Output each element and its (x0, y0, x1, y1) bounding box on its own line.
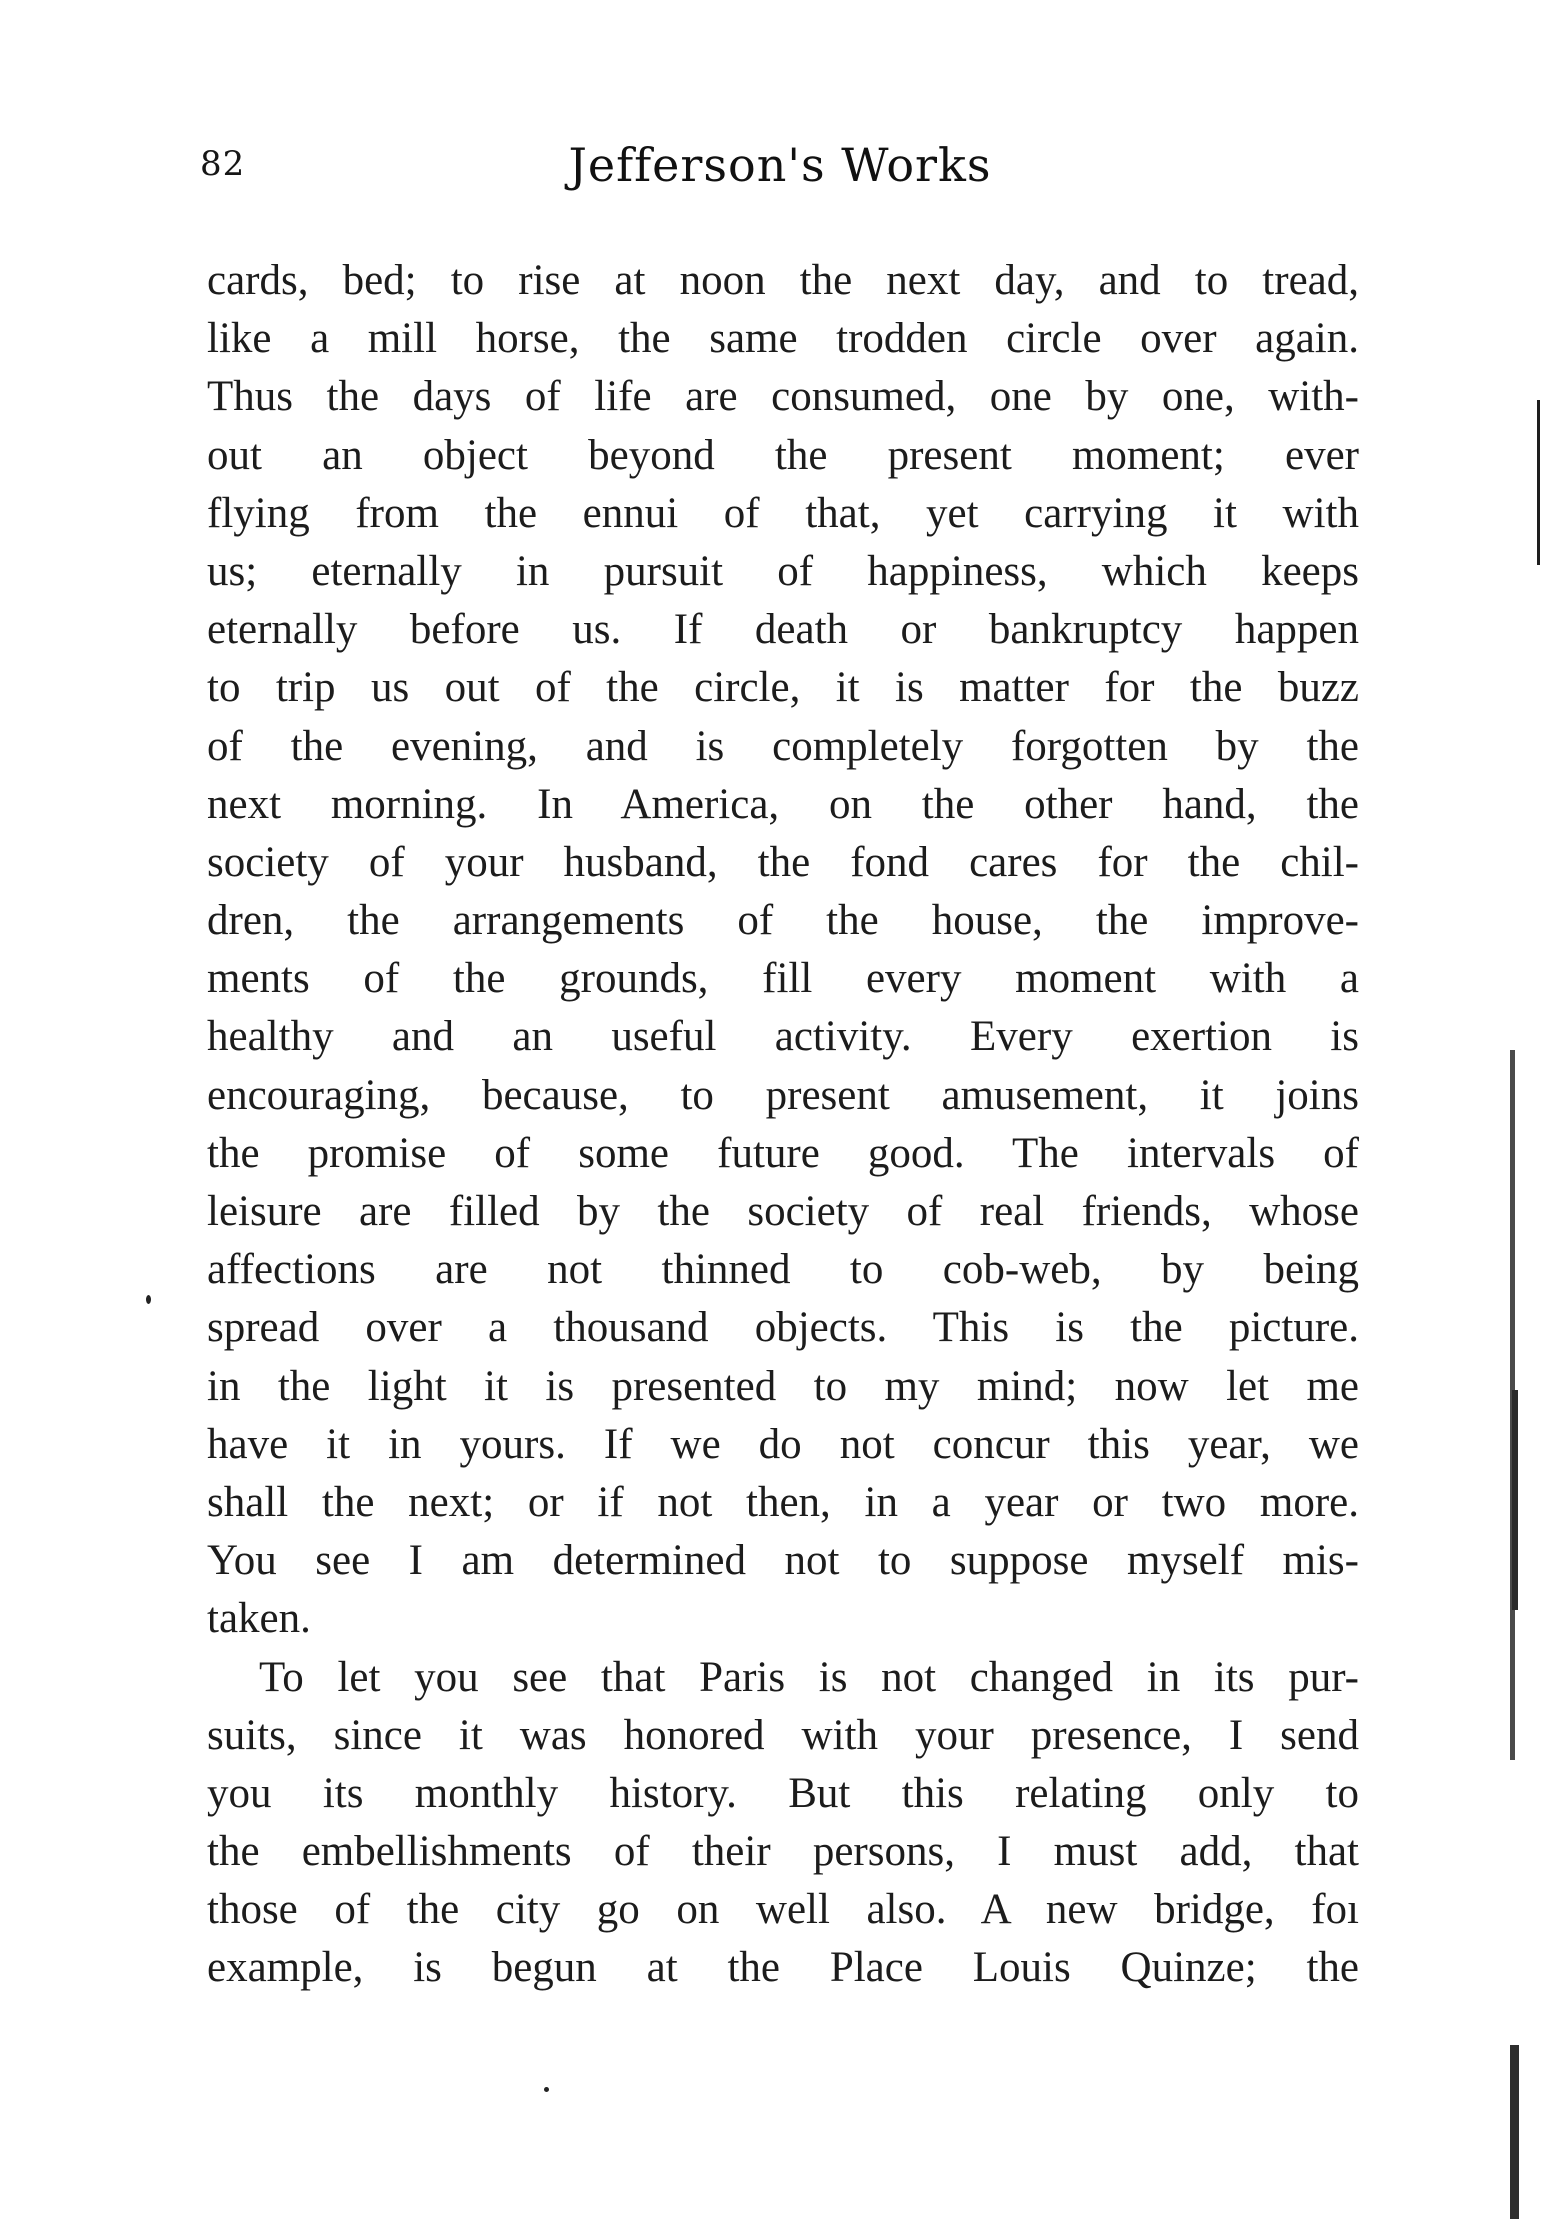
scan-speck (544, 2087, 549, 2092)
page-header (200, 138, 1360, 208)
text-line: the embellishments of their persons, I must add, that (207, 1828, 1359, 1876)
text-line: those of the city go on well also. A new bridge, foı (207, 1886, 1359, 1934)
text-line: like a mill horse, the same trodden circle over again. (207, 315, 1359, 363)
scan-edge-mark (1512, 1390, 1518, 1610)
scan-speck (146, 1295, 151, 1304)
text-line: you its monthly history. But this relating only to (207, 1769, 1359, 1817)
text-line: leisure are filled by the society of real friends, whose (207, 1188, 1359, 1235)
text-line: the promise of some future good. The intervals of (207, 1129, 1359, 1177)
scan-edge-mark (1537, 400, 1540, 565)
text-line: example, is begun at the Place Louis Quinze; the (207, 1944, 1359, 1992)
text-line: in the light it is presented to my mind; now let me (207, 1362, 1359, 1410)
text-line: Thus the days of life are consumed, one by one, with- (207, 373, 1359, 421)
text-line: healthy and an useful activity. Every exertion is (207, 1013, 1359, 1061)
text-line: flying from the ennui of that, yet carrying it with (207, 489, 1359, 537)
text-line: suits, since it was honored with your presence, I send (207, 1711, 1359, 1759)
text-line: affections are not thinned to cob-web, by being (207, 1246, 1359, 1294)
running-title: Jefferson's Works (568, 138, 992, 192)
body-text (207, 252, 1359, 1998)
scan-edge-mark (1510, 2045, 1519, 2219)
text-line: You see I am determined not to suppose myself mis- (207, 1537, 1359, 1585)
text-line: cards, bed; to rise at noon the next day, and to tread, (207, 257, 1359, 304)
text-line: society of your husband, the fond cares for the chil- (207, 838, 1359, 886)
text-line: of the evening, and is completely forgotten by the (207, 722, 1359, 770)
text-line: spread over a thousand objects. This is the picture. (207, 1304, 1359, 1352)
text-line: us; eternally in pursuit of happiness, which keeps (207, 547, 1359, 595)
text-line: encouraging, because, to present amusement, it joins (207, 1071, 1359, 1119)
text-line: eternally before us. If death or bankruptcy happen (207, 606, 1359, 654)
paragraph-end-line: taken. (207, 1595, 311, 1643)
text-line: dren, the arrangements of the house, the improve- (207, 897, 1359, 945)
text-line: out an object beyond the present moment; ever (207, 431, 1359, 479)
text-line: ments of the grounds, fill every moment with a (207, 955, 1359, 1003)
text-line: have it in yours. If we do not concur this year, we (207, 1420, 1359, 1468)
text-line: shall the next; or if not then, in a year or two more. (207, 1478, 1359, 1526)
text-line: next morning. In America, on the other hand, the (207, 780, 1359, 828)
paragraph-start-line: To let you see that Paris is not changed in its pur- (259, 1653, 1359, 1701)
page-number: 82 (200, 144, 246, 184)
text-line: to trip us out of the circle, it is matter for the buzz (207, 664, 1359, 712)
